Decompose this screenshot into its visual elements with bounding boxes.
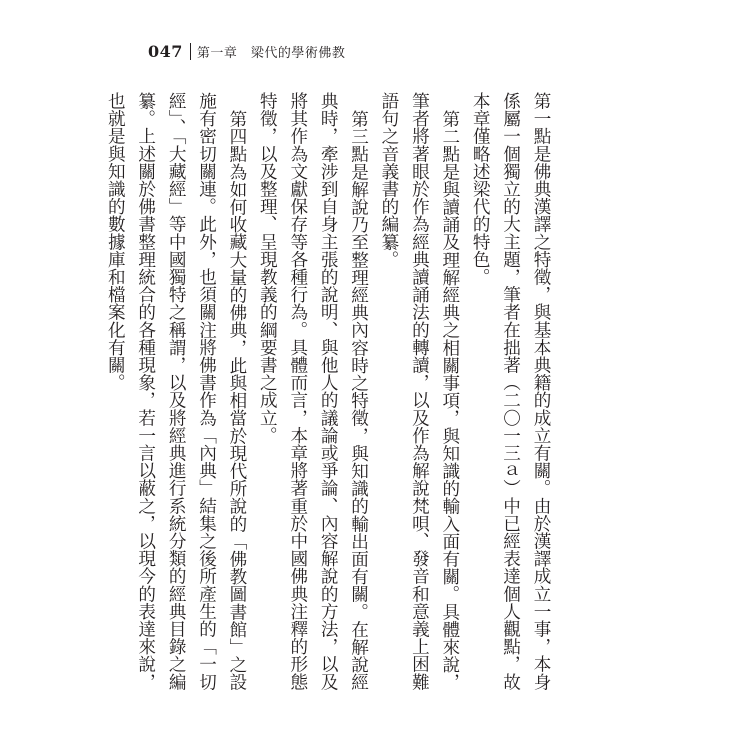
paragraph-point-one: 第一點是佛典漢譯之特徵，與基本典籍的成立有關。由於漢譯成立一事，本身係屬一個獨立的大主題，筆者在拙著（二〇一三ａ）中已經表達個人觀點，故本章僅略述梁代的特色。 <box>470 92 551 691</box>
vertical-text-body <box>100 92 556 692</box>
chapter-title: 第一章 梁代的學術佛教 <box>196 45 346 61</box>
paragraph-point-four: 第四點為如何收藏大量的佛典，此與相當於現代所說的「佛教圖書館」之設施有密切關連。此外，也須關注將佛書作為「內典」結集之後所產生的「一切經」、「大藏經」等中國獨特之稱謂，以及將經典進行系統分類的經典目錄之編纂。上述關於佛書整理統合的各種現象，若一言以蔽之，以現今的表達來說，也就是與知識的數據庫和檔案化有關。 <box>105 92 247 691</box>
paragraph-point-two: 第二點是與讀誦及理解經典之相關事項，與知識的輸入面有關。具體來說，筆者將著眼於作為經典讀誦法的轉讀，以及作為解說梵唄、發音和意義上困難語句之音義書的編纂。 <box>378 92 460 691</box>
page-number: 047 <box>148 41 183 61</box>
paragraph-point-three: 第三點是解說乃至整理經典內容時之特徵，與知識的輸出面有關。在解說經典時，牽涉到自身主張的說明、與他人的議論或爭論、內容解說的方法，以及將其作為文獻保存等各種行為。具體而言，本章將著重於中國佛典注釋的形態特徵，以及整理、呈現教義的綱要書之成立。 <box>257 92 369 691</box>
running-header <box>148 38 345 64</box>
header-divider <box>190 43 191 60</box>
